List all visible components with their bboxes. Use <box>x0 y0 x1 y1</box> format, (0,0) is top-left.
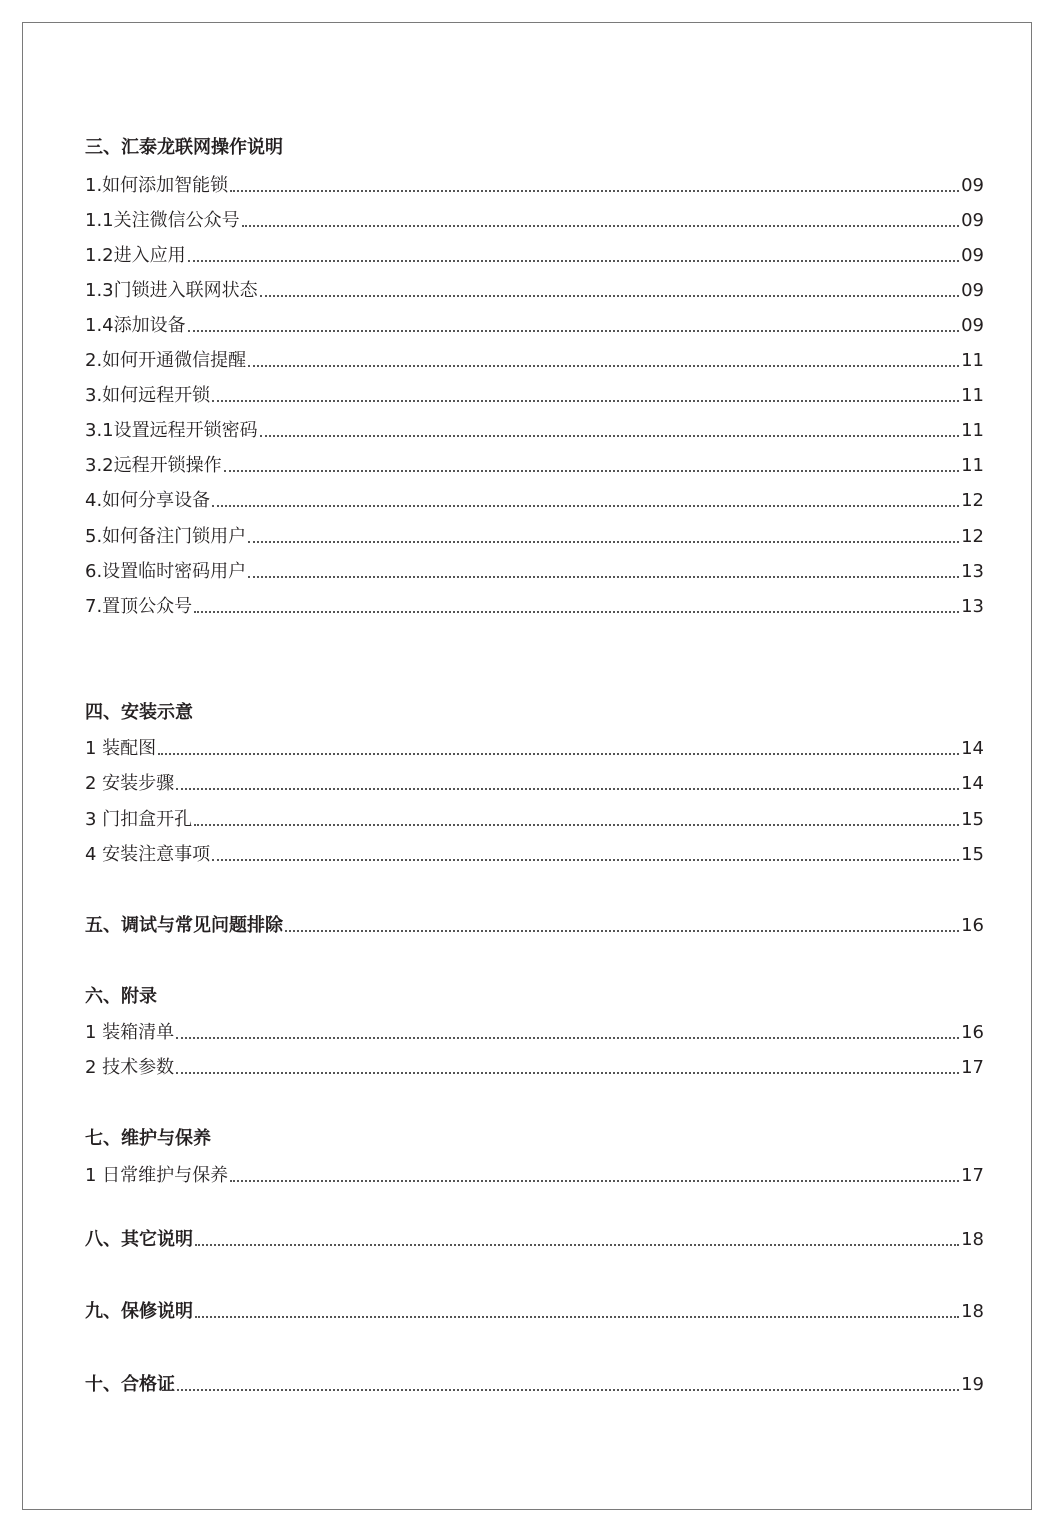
dot-leader <box>177 1389 959 1391</box>
dot-leader <box>188 330 959 332</box>
toc-entry[interactable] <box>85 450 984 478</box>
dot-leader <box>248 365 959 367</box>
toc-entry-label: 十、合格证 <box>85 1374 175 1395</box>
toc-entry-label: 2 技术参数 <box>85 1057 175 1078</box>
dot-leader <box>230 190 959 192</box>
toc-entry[interactable] <box>85 556 984 584</box>
toc-entry[interactable] <box>85 310 984 338</box>
toc-section-entry[interactable] <box>85 910 984 938</box>
toc-entry-label: 1.如何添加智能锁 <box>85 175 229 196</box>
toc-entry-label: 7.置顶公众号 <box>85 596 193 617</box>
toc-entry-page: 15 <box>961 844 984 865</box>
toc-section-entry[interactable] <box>85 1296 984 1324</box>
toc-entry-page: 09 <box>961 175 984 196</box>
dot-leader <box>242 225 959 227</box>
toc-entry[interactable] <box>85 170 984 198</box>
toc-entry[interactable] <box>85 415 984 443</box>
toc-entry-label: 1.3门锁进入联网状态 <box>85 280 258 301</box>
toc-entry[interactable] <box>85 591 984 619</box>
toc-entry-label: 1.2进入应用 <box>85 245 186 266</box>
toc-entry-label: 2 安装步骤 <box>85 773 175 794</box>
toc-entry-label: 1 装箱清单 <box>85 1022 175 1043</box>
toc-entry[interactable] <box>85 1017 984 1045</box>
toc-entry-page: 18 <box>961 1229 984 1250</box>
toc-section-entry[interactable] <box>85 1224 984 1252</box>
dot-leader <box>176 788 959 790</box>
toc-entry-label: 1.4添加设备 <box>85 315 186 336</box>
toc-entry-page: 11 <box>961 385 984 406</box>
toc-entry-label: 1 装配图 <box>85 738 157 759</box>
dot-leader <box>194 611 959 613</box>
toc-entry[interactable] <box>85 345 984 373</box>
toc-entry-label: 3.2远程开锁操作 <box>85 455 222 476</box>
toc-entry-label: 1.1关注微信公众号 <box>85 210 240 231</box>
dot-leader <box>260 435 959 437</box>
toc-entry-page: 16 <box>961 915 984 936</box>
toc-entry[interactable] <box>85 521 984 549</box>
toc-entry-page: 17 <box>961 1165 984 1186</box>
toc-entry-label: 5.如何备注门锁用户 <box>85 526 247 547</box>
section-title: 三、汇泰龙联网操作说明 <box>85 137 283 158</box>
dot-leader <box>230 1180 959 1182</box>
section-title: 四、安装示意 <box>85 702 193 723</box>
toc-entry-page: 09 <box>961 245 984 266</box>
toc-entry[interactable] <box>85 205 984 233</box>
toc-entry-page: 12 <box>961 526 984 547</box>
toc-entry-page: 14 <box>961 773 984 794</box>
toc-entry-page: 09 <box>961 210 984 231</box>
toc-entry-page: 09 <box>961 280 984 301</box>
dot-leader <box>188 260 959 262</box>
dot-leader <box>260 295 959 297</box>
toc-entry-label: 3 门扣盒开孔 <box>85 809 193 830</box>
dot-leader <box>194 824 959 826</box>
toc-entry-page: 11 <box>961 455 984 476</box>
section-title: 七、维护与保养 <box>85 1128 211 1149</box>
dot-leader <box>176 1072 959 1074</box>
dot-leader <box>212 505 959 507</box>
toc-entry[interactable] <box>85 1160 984 1188</box>
dot-leader <box>158 753 959 755</box>
toc-entry-label: 4 安装注意事项 <box>85 844 211 865</box>
toc-entry[interactable] <box>85 240 984 268</box>
toc-entry-page: 15 <box>961 809 984 830</box>
toc-entry-page: 14 <box>961 738 984 759</box>
toc-entry-label: 八、其它说明 <box>85 1229 193 1250</box>
toc-entry-page: 12 <box>961 490 984 511</box>
dot-leader <box>248 541 959 543</box>
toc-entry[interactable] <box>85 1052 984 1080</box>
toc-entry[interactable] <box>85 768 984 796</box>
toc-entry-label: 3.如何远程开锁 <box>85 385 211 406</box>
toc-entry-page: 09 <box>961 315 984 336</box>
toc-entry[interactable] <box>85 380 984 408</box>
dot-leader <box>195 1316 959 1318</box>
toc-entry[interactable] <box>85 733 984 761</box>
toc-entry-page: 17 <box>961 1057 984 1078</box>
toc-entry-label: 6.设置临时密码用户 <box>85 561 247 582</box>
toc-entry-page: 11 <box>961 350 984 371</box>
dot-leader <box>212 859 959 861</box>
toc-entry-page: 16 <box>961 1022 984 1043</box>
toc-entry-page: 11 <box>961 420 984 441</box>
dot-leader <box>176 1037 959 1039</box>
toc-section-entry[interactable] <box>85 1369 984 1397</box>
dot-leader <box>248 576 959 578</box>
dot-leader <box>195 1244 959 1246</box>
toc-entry-page: 13 <box>961 596 984 617</box>
toc-entry-page: 13 <box>961 561 984 582</box>
toc-entry-label: 五、调试与常见问题排除 <box>85 915 283 936</box>
section-title: 六、附录 <box>85 986 157 1007</box>
toc-entry-page: 19 <box>961 1374 984 1395</box>
toc-entry-label: 4.如何分享设备 <box>85 490 211 511</box>
toc-entry[interactable] <box>85 804 984 832</box>
toc-entry-label: 1 日常维护与保养 <box>85 1165 229 1186</box>
toc-entry-label: 2.如何开通微信提醒 <box>85 350 247 371</box>
dot-leader <box>224 470 959 472</box>
toc-entry-page: 18 <box>961 1301 984 1322</box>
toc-entry[interactable] <box>85 485 984 513</box>
dot-leader <box>285 930 959 932</box>
toc-entry[interactable] <box>85 839 984 867</box>
toc-entry[interactable] <box>85 275 984 303</box>
toc-entry-label: 九、保修说明 <box>85 1301 193 1322</box>
dot-leader <box>212 400 959 402</box>
toc-entry-label: 3.1设置远程开锁密码 <box>85 420 258 441</box>
